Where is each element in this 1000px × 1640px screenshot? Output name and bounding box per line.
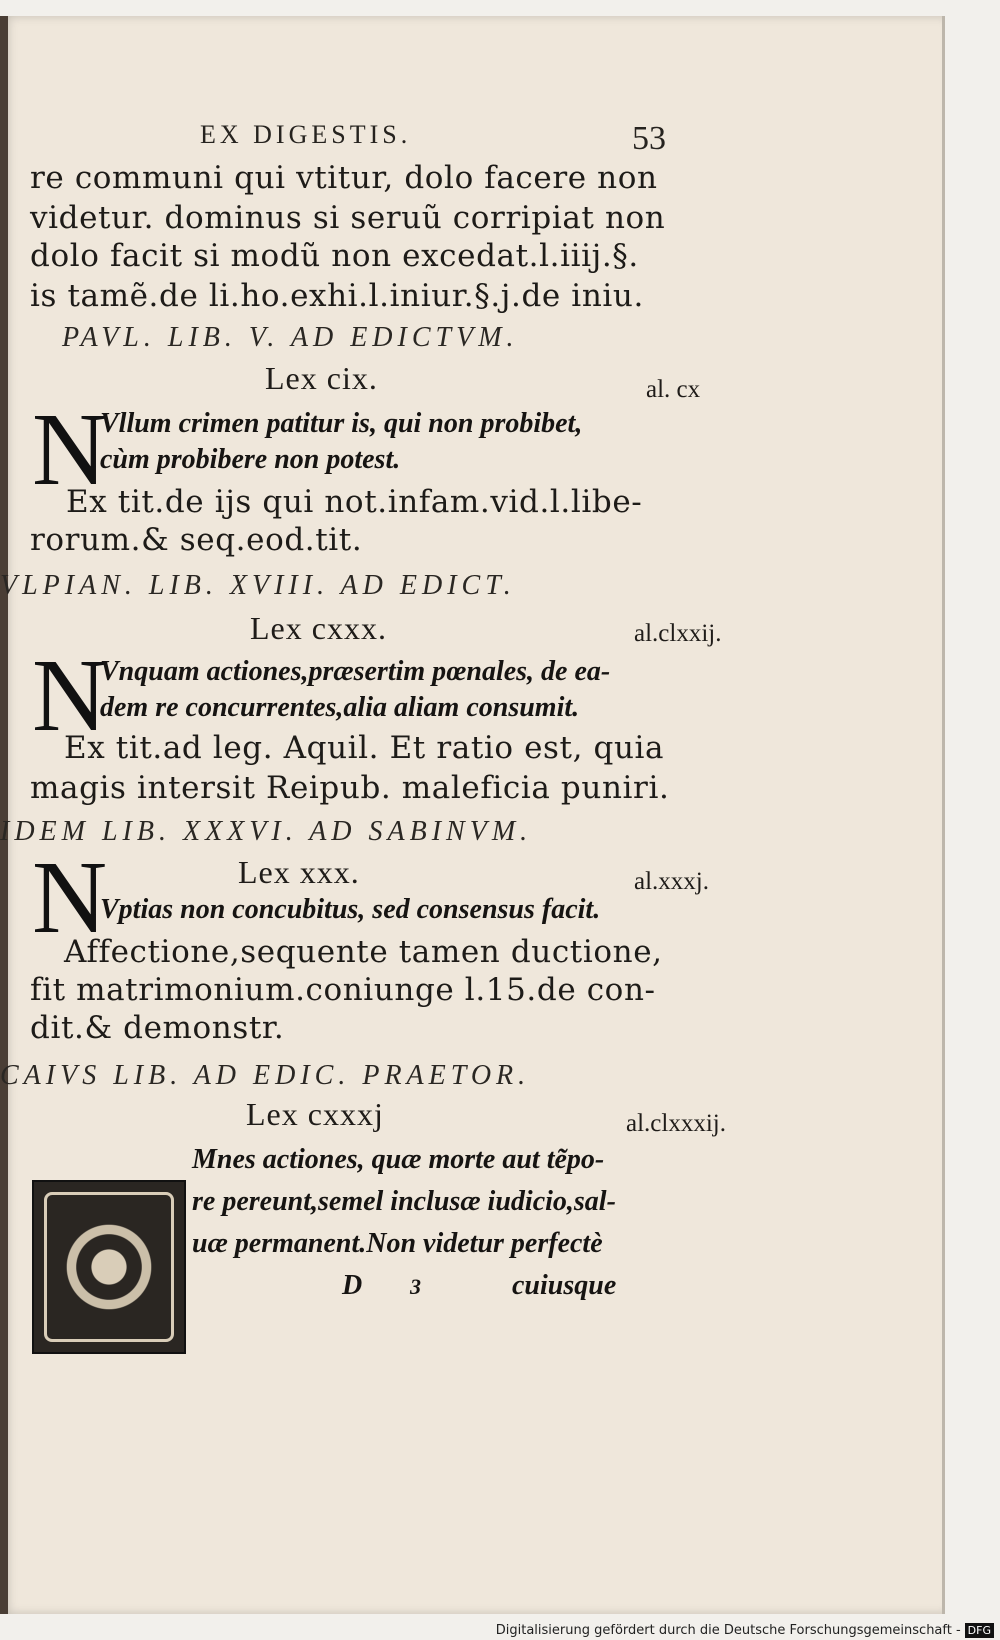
lex-text: uæ permanent.Non videtur perfectè [192, 1228, 603, 1259]
footer-credit [496, 1623, 994, 1638]
commentary-line: magis intersit Reipub. maleficia puniri. [30, 770, 670, 806]
lex-heading: Lex cxxxj [246, 1096, 384, 1132]
page-number: 53 [632, 120, 666, 157]
running-title: EX DIGESTIS. [200, 120, 412, 149]
commentary-line: dit.& demonstr. [30, 1010, 285, 1046]
initial-letter: N [32, 638, 108, 753]
decorated-initial-woodcut [32, 1180, 186, 1354]
book-page [0, 16, 945, 1614]
signature-number: 3 [410, 1274, 421, 1299]
initial-letter: N [32, 392, 108, 507]
commentary-line: Ex tit.de ijs qui not.infam.vid.l.libe- [66, 484, 643, 520]
text-line: videtur. dominus si seruũ corripiat non [30, 200, 666, 236]
initial-letter: N [32, 840, 108, 955]
margin-note: al.xxxj. [634, 868, 709, 895]
lex-text: cùm probibere non potest. [100, 444, 401, 475]
margin-note: al. cx [646, 376, 701, 403]
text-line: re communi qui vtitur, dolo facere non [30, 160, 658, 196]
lex-text: Vnquam actiones,præsertim pœnales, de ea- [100, 656, 611, 687]
lex-heading: Lex xxx. [238, 854, 360, 890]
lex-text: Vptias non concubitus, sed consensus facit. [100, 894, 601, 925]
section-rubric: VLPIAN. LIB. XVIII. AD EDICT. [0, 570, 516, 601]
lex-text: dem re concurrentes,alia aliam consumit. [100, 692, 580, 723]
signature-mark: D [342, 1270, 363, 1301]
margin-note: al.clxxij. [634, 620, 722, 647]
text-line: is tamẽ.de li.ho.exhi.l.iniur.§.j.de iniu. [30, 278, 644, 314]
section-rubric: CAIVS LIB. AD EDIC. PRAETOR. [0, 1060, 531, 1091]
lex-text: re pereunt,semel inclusæ iudicio,sal- [192, 1186, 616, 1217]
page-gutter [0, 16, 8, 1614]
commentary-line: rorum.& seq.eod.tit. [30, 522, 363, 558]
commentary-line: Affectione,sequente tamen ductione, [64, 934, 663, 970]
lex-text: Mnes actiones, quæ morte aut tẽpo- [192, 1144, 605, 1175]
section-rubric: IDEM LIB. XXXVI. AD SABINVM. [0, 816, 533, 847]
dfg-logo: DFG [965, 1623, 994, 1638]
lex-text: Vllum crimen patitur is, qui non probibet, [100, 408, 583, 439]
commentary-line: fit matrimonium.coniunge l.15.de con- [30, 972, 656, 1008]
lex-heading: Lex cix. [265, 360, 378, 396]
footer-text: Digitalisierung gefördert durch die Deutsche Forschungsgemeinschaft - [495, 1623, 961, 1638]
catchword: cuiusque [512, 1270, 617, 1301]
margin-note: al.clxxxij. [626, 1110, 726, 1137]
lex-heading: Lex cxxx. [250, 610, 387, 646]
text-line: dolo facit si modũ non excedat.l.iiij.§. [30, 238, 639, 274]
commentary-line: Ex tit.ad leg. Aquil. Et ratio est, quia [64, 730, 665, 766]
section-rubric: PAVL. LIB. V. AD EDICTVM. [62, 322, 519, 353]
